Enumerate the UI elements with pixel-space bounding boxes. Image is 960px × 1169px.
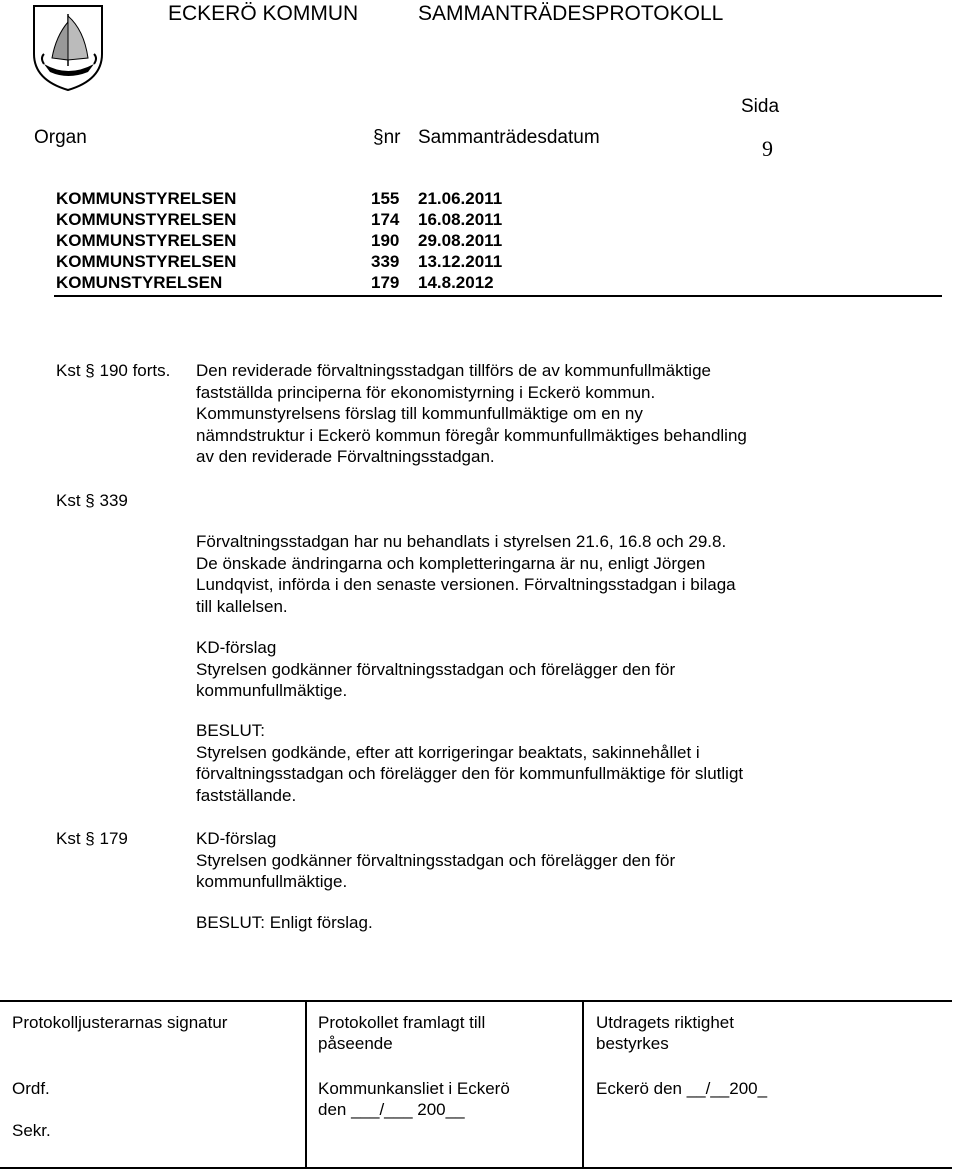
column-label-page: Sida [741,96,780,117]
register-row [56,210,556,232]
document-type: SAMMANTRÄDESPROTOKOLL [418,2,724,25]
kst339-intro [196,531,736,617]
decision-heading: BESLUT: [196,721,265,740]
register-date: 14.8.2012 [418,273,494,292]
paragraph-line: De önskade ändringarna och kompletteringarna är nu, enligt Jörgen [196,553,706,573]
paragraph-line: nämndstruktur i Eckerö kommun föregår kommunfullmäktiges behandling [196,425,747,445]
register-organ: KOMMUNSTYRELSEN [56,210,237,229]
kst339-decision [196,720,743,806]
paragraph-line: Den reviderade förvaltningsstadgan tillförs de av kommunfullmäktige [196,361,711,380]
kst179-decision [196,912,373,934]
paragraph-line: kommunfullmäktige. [196,872,348,891]
paragraph-line: förvaltningsstadgan och förelägger den för kommunfullmäktige för slutligt [196,764,744,783]
header-divider [54,295,942,297]
register-row [56,231,556,253]
register-nr: 179 [371,273,400,292]
register-row [56,273,556,295]
certified-date: Eckerö den __/__200_ [596,1079,768,1098]
column-divider [582,1002,584,1167]
register-organ: KOMMUNSTYRELSEN [56,231,237,250]
register-date: 21.06.2011 [418,189,503,208]
section-sign: § [85,361,95,380]
signature-title: Protokolljusterarnas signatur [12,1013,228,1032]
decision-line: BESLUT: Enligt förslag. [196,913,373,932]
register-nr: 339 [371,252,400,271]
secretary-label: Sekr. [12,1121,51,1140]
kst179-kd-proposal [196,828,675,893]
paragraph-line: Styrelsen godkänner förvaltningsstadgan och förelägger den för [196,850,676,870]
paragraph-line: kommunfullmäktige. [196,681,348,700]
coat-of-arms-logo [32,4,104,92]
column-label-organ: Organ [34,127,87,148]
section-sign: § [373,127,384,148]
column-label-nr [373,127,400,149]
section-sign: § [85,491,95,510]
signature-footer [0,1000,952,1169]
column-label-date: Sammanträdesdatum [418,127,600,148]
section-label-kst179: Kst § 179 [56,829,128,848]
register-date: 29.08.2011 [418,231,503,250]
paragraph-line: fastställda principerna för ekonomistyrning i Eckerö kommun. [196,382,656,402]
register-date: 16.08.2011 [418,210,503,229]
section-label-kst339: Kst § 339 [56,491,128,510]
paragraph-line: fastställande. [196,785,297,805]
paragraph-line: av den reviderade Förvaltningsstadgan. [196,447,495,466]
posted-title: Protokollet framlagt till påseende [318,1013,486,1053]
register-row [56,189,556,211]
paragraph-line: till kallelsen. [196,596,288,616]
kst190-body [196,360,747,468]
section-sign: § [85,829,95,848]
register-nr: 155 [371,189,400,208]
paragraph-line: Styrelsen godkände, efter att korrigeringar beaktats, sakinnehållet i [196,742,700,762]
chair-label: Ordf. [12,1079,50,1098]
paragraph-line: Styrelsen godkänner förvaltningsstadgan och förelägger den för [196,659,676,679]
paragraph-line: Kommunstyrelsens förslag till kommunfullmäktige om en ny [196,404,643,423]
register-organ: KOMMUNSTYRELSEN [56,252,237,271]
column-divider [305,1002,307,1167]
register-organ: KOMUNSTYRELSEN [56,273,223,292]
section-label-kst190: Kst § 190 forts. [56,361,171,380]
register-row [56,252,556,274]
kd-heading: KD-förslag [196,829,277,848]
kst339-kd-proposal [196,637,675,702]
posted-place: Kommunkansliet i Eckerö [318,1079,510,1098]
posted-date: den ___/___ 200__ [318,1100,465,1119]
register-nr: 174 [371,210,400,229]
paragraph-line: Förvaltningsstadgan har nu behandlats i styrelsen 21.6, 16.8 och 29.8. [196,532,727,551]
certified-title: Utdragets riktighet bestyrkes [596,1013,734,1053]
municipality-name: ECKERÖ KOMMUN [168,2,359,25]
paragraph-line: Lundqvist, införda i den senaste versionen. Förvaltningsstadgan i bilaga [196,575,736,594]
register-organ: KOMMUNSTYRELSEN [56,189,237,208]
register-date: 13.12.2011 [418,252,503,271]
nr-label: nr [383,127,401,148]
kd-heading: KD-förslag [196,638,277,657]
register-nr: 190 [371,231,400,250]
page-number: 9 [762,136,773,161]
